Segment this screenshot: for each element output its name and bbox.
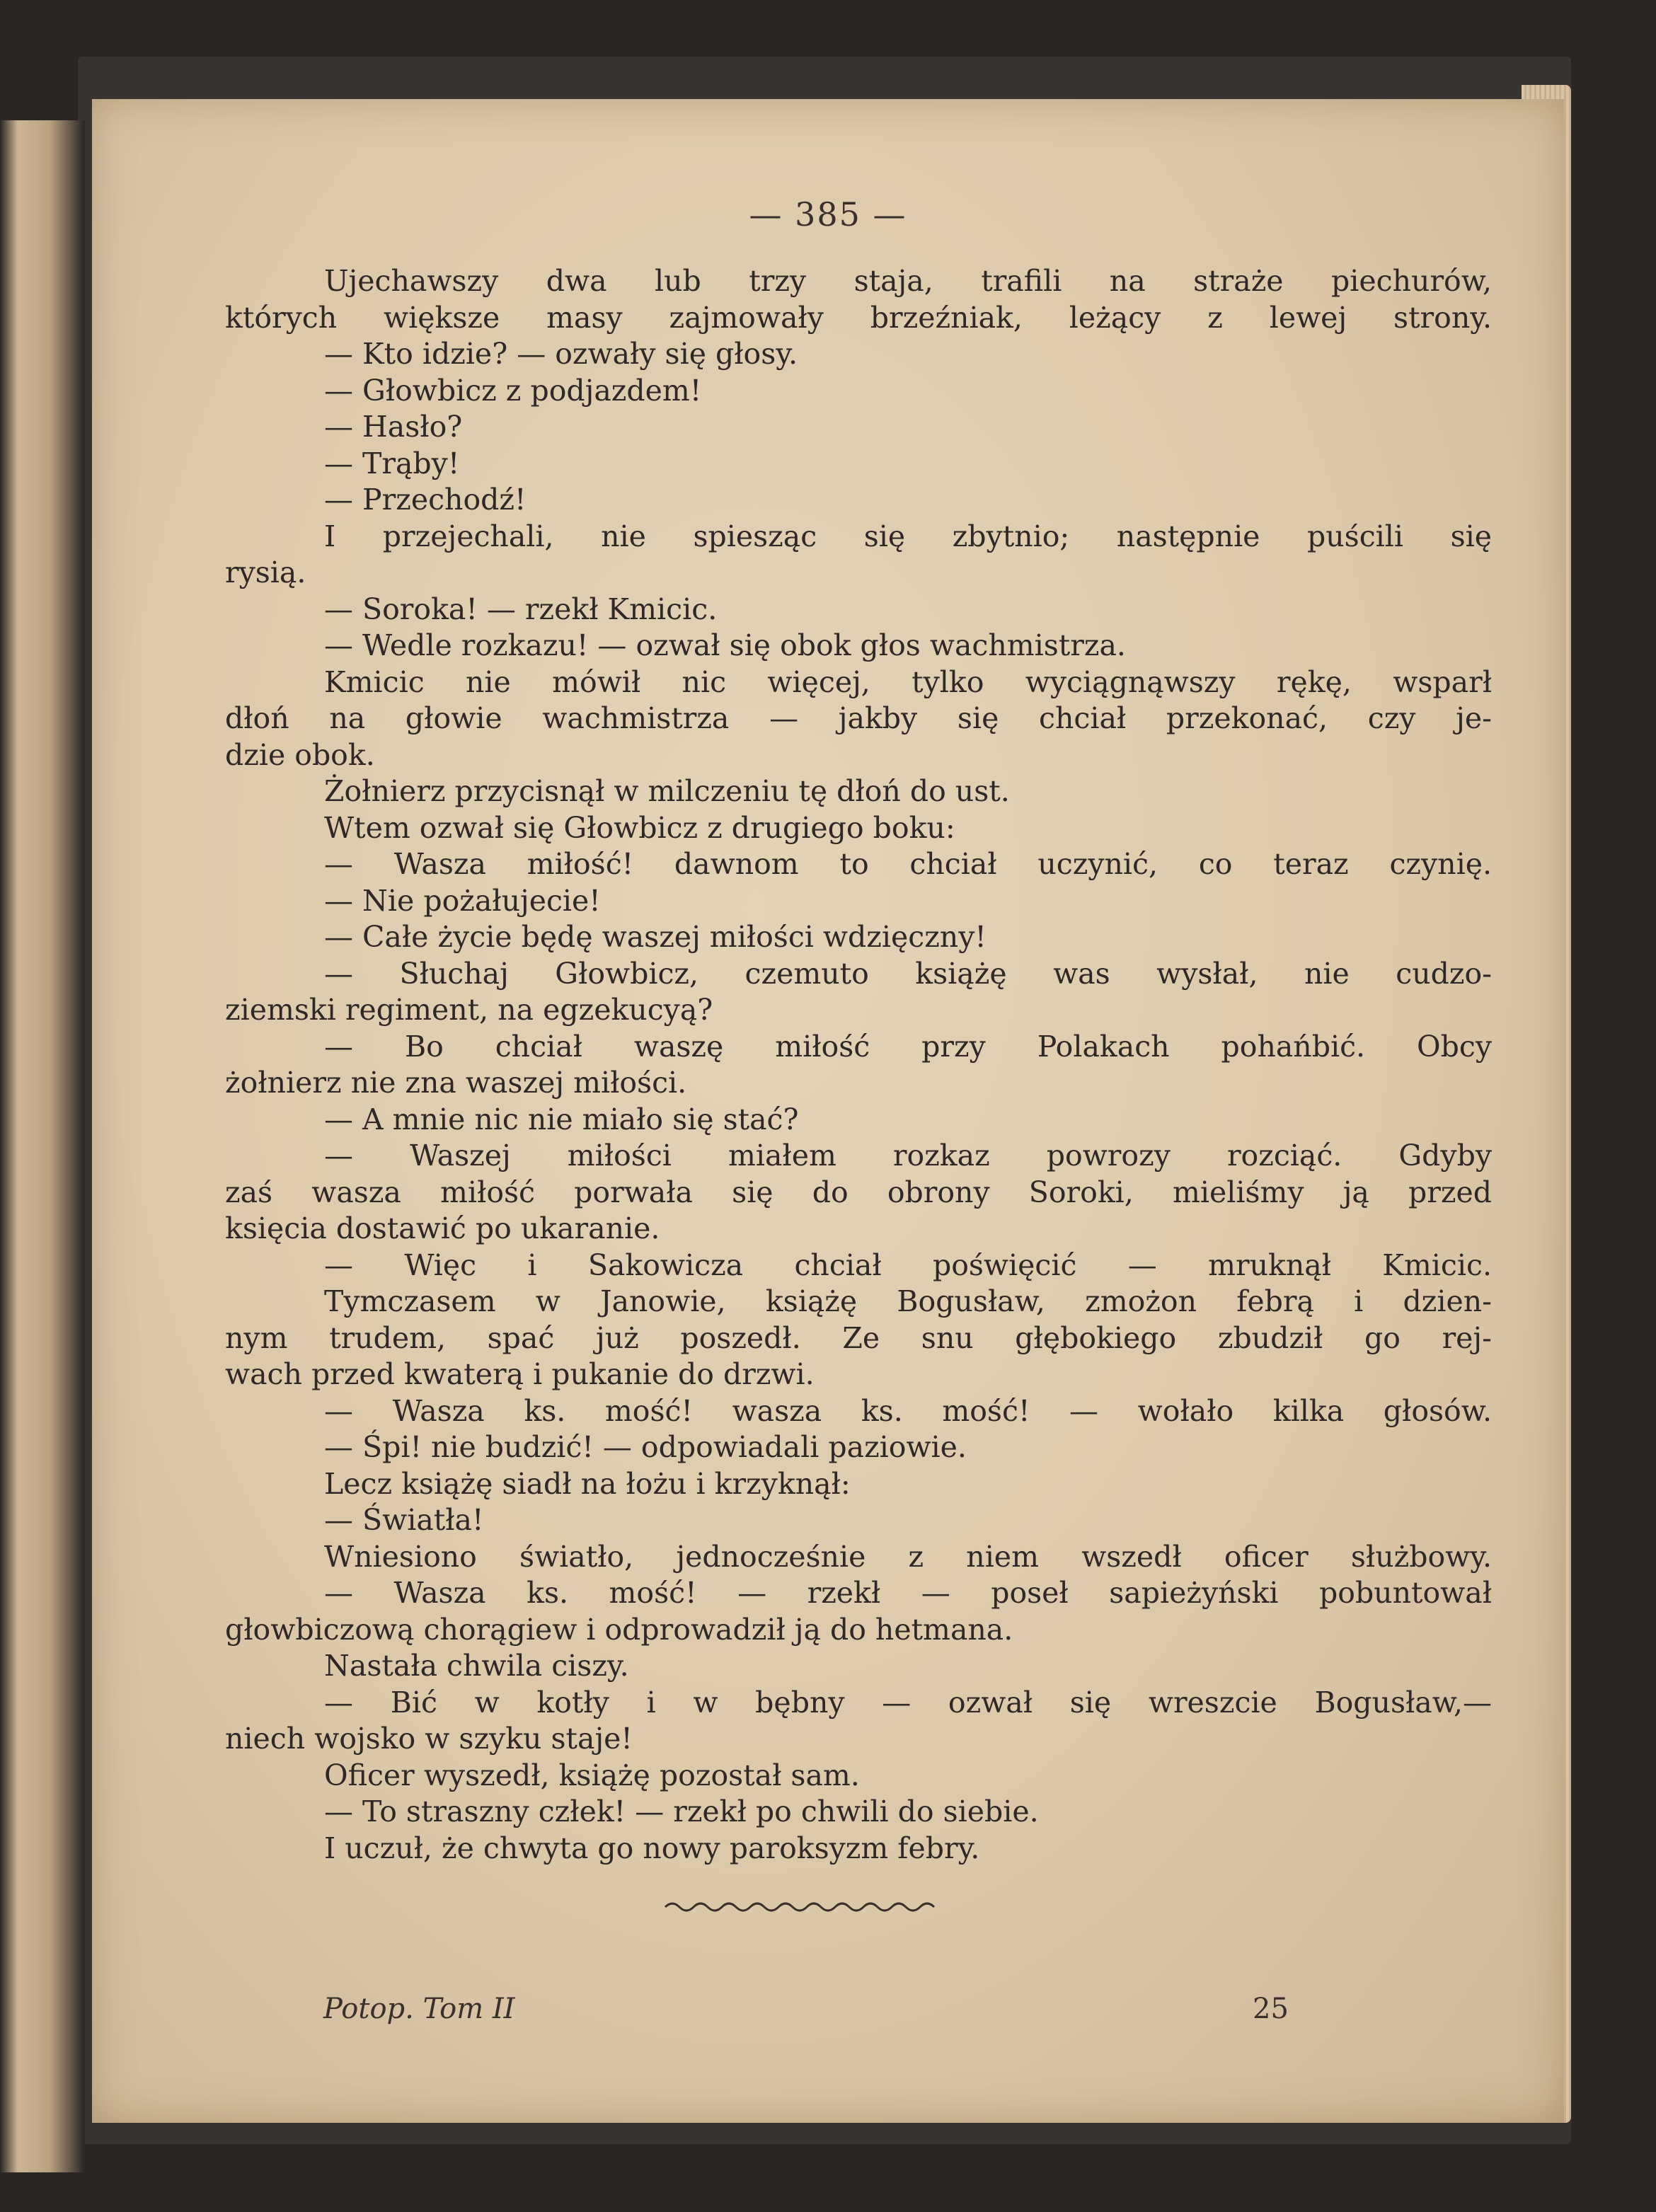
text-line: — Całe życie będę waszej miłości wdzięczny!	[324, 920, 987, 954]
text-line: Nastała chwila ciszy.	[324, 1649, 629, 1683]
text-line: — Bo chciał waszę miłość przy Polakach pohańbić. Obcy	[324, 1029, 1492, 1064]
text-line: zaś wasza miłość porwała się do obrony Soroki, mieliśmy ją przed	[225, 1175, 1492, 1209]
text-line: dzie obok.	[225, 737, 375, 772]
text-line: Lecz książę siadł na łożu i krzyknął:	[324, 1466, 851, 1501]
text-line: — Więc i Sakowicza chciał poświęcić — mruknął Kmicic.	[324, 1248, 1492, 1282]
text-line: — Słuchaj Głowbicz, czemuto książę was wysłał, nie cudzo-	[324, 956, 1492, 991]
text-line: Ujechawszy dwa lub trzy staja, trafili na straże piechurów,	[324, 264, 1492, 298]
text-line: — Wasza miłość! dawnom to chciał uczynić, co teraz czynię.	[324, 847, 1492, 881]
text-line: — Soroka! — rzekł Kmicic.	[324, 592, 718, 626]
book-page	[92, 99, 1564, 2123]
text-line: — Bić w kotły i w bębny — ozwał się wreszcie Bogusław,—	[324, 1685, 1492, 1720]
text-line: — Głowbicz z podjazdem!	[324, 373, 702, 408]
footer-sheet-number: 25	[1253, 1993, 1289, 2025]
text-line: żołnierz nie zna waszej miłości.	[225, 1066, 687, 1100]
text-line: Tymczasem w Janowie, książę Bogusław, zmożon febrą i dzien-	[324, 1284, 1492, 1318]
text-line: nym trudem, spać już poszedł. Ze snu głębokiego zbudził go rej-	[225, 1320, 1492, 1355]
text-line: — Wedle rozkazu! — ozwał się obok głos wachmistrza.	[324, 628, 1126, 662]
text-line: — Wasza ks. mość! wasza ks. mość! — wołało kilka głosów.	[324, 1393, 1492, 1428]
text-line: — Trąby!	[324, 446, 460, 480]
footer-signature: Potop. Tom II	[323, 1993, 515, 2025]
text-line: których większe masy zajmowały brzeźniak, leżący z lewej strony.	[225, 300, 1492, 335]
text-line: — Śpi! nie budzić! — odpowiadali paziowie.	[324, 1430, 967, 1464]
text-line: Kmicic nie mówił nic więcej, tylko wyciągnąwszy rękę, wsparł	[324, 664, 1492, 699]
text-line: wach przed kwaterą i pukanie do drzwi.	[225, 1357, 815, 1391]
text-line: — Waszej miłości miałem rozkaz powrozy rozciąć. Gdyby	[324, 1139, 1492, 1173]
text-line: I przejechali, nie spiesząc się zbytnio; następnie puścili się	[324, 519, 1492, 553]
text-line: księcia dostawić po ukaranie.	[225, 1211, 660, 1245]
text-line: — To straszny człek! — rzekł po chwili do siebie.	[324, 1795, 1039, 1828]
text-line: — Nie pożałujecie!	[324, 883, 601, 918]
text-line: dłoń na głowie wachmistrza — jakby się chciał przekonać, czy je-	[225, 701, 1492, 735]
text-line: Żołnierz przycisnął w milczeniu tę dłoń do ust.	[324, 774, 1010, 808]
wavy-divider-ornament	[658, 1896, 941, 1918]
text-line: głowbiczową chorągiew i odprowadził ją do hetmana.	[225, 1612, 1013, 1647]
text-line: niech wojsko w szyku staje!	[225, 1722, 633, 1756]
text-line: — A mnie nic nie miało się stać?	[324, 1102, 799, 1136]
text-line: I uczuł, że chwyta go nowy paroksyzm febry.	[324, 1831, 980, 1865]
text-line: — Hasło?	[324, 410, 463, 444]
text-line: Wniesiono światło, jednocześnie z niem wszedł oficer służbowy.	[324, 1539, 1492, 1574]
text-line: — Kto idzie? — ozwały się głosy.	[324, 337, 798, 371]
text-line: ziemski regiment, na egzekucyą?	[225, 993, 713, 1027]
text-line: — Światła!	[324, 1503, 484, 1537]
book-binding	[0, 120, 85, 2172]
text-line: rysią.	[225, 555, 306, 589]
text-line: — Przechodź!	[324, 483, 527, 517]
text-line: Wtem ozwał się Głowbicz z drugiego boku:	[324, 810, 955, 845]
page-number-header: — 385 —	[749, 195, 907, 234]
page-body-text	[225, 263, 1492, 1867]
text-line: Oficer wyszedł, książę pozostał sam.	[324, 1758, 860, 1792]
text-line: — Wasza ks. mość! — rzekł — poseł sapieżyński pobuntował	[324, 1576, 1492, 1610]
